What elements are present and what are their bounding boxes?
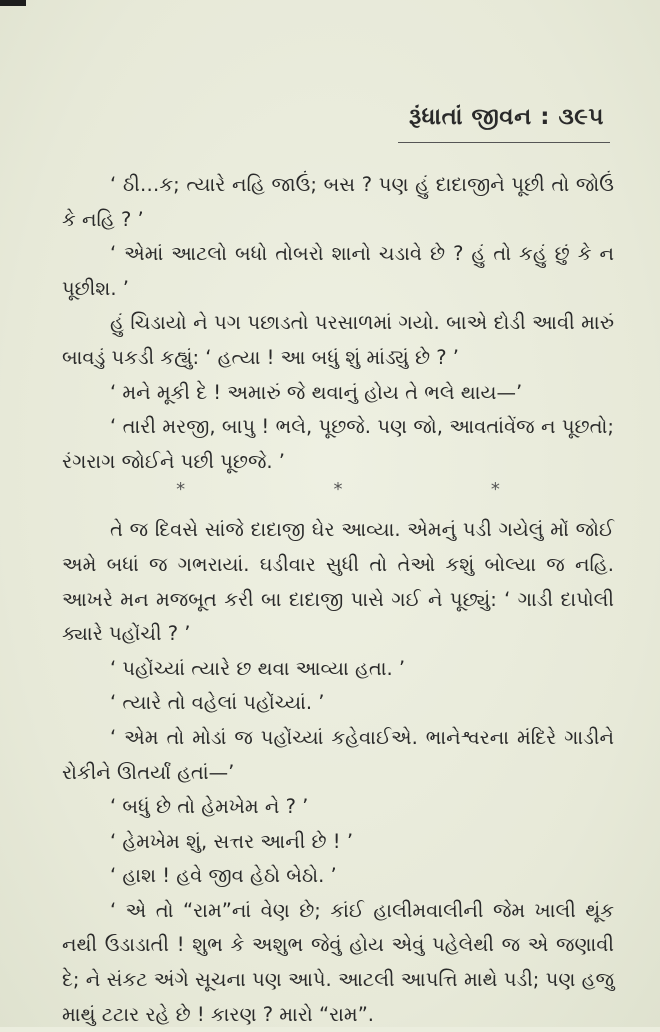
paragraph: ‘ હેમખેમ શું, સત્તર આની છે ! ’: [110, 829, 354, 853]
paragraph: ‘ પહોંચ્યાં ત્યારે છ થવા આવ્યા હતા. ’: [110, 656, 406, 680]
paragraph: ‘ મને મૂકી દે ! અમારું જે થવાનું હોય તે ભલે થાય—’: [110, 380, 523, 404]
paragraph: ‘ ત્યારે તો વહેલાં પહોંચ્યાં. ’: [110, 691, 325, 715]
section-separator: [62, 479, 614, 513]
paragraph: ‘ એ તો “રામ”નાં વેણ છે; કાંઈ હાલીમવાલીની જેમ ખાલી થૂંક નથી ઉડાડાતી ! શુભ કે અશુભ જેવું હોય એવું પહેલેથી જ એ જણાવી દે; ને સંકટ અંગે સૂચના પણ આપે. આટલી આપત્તિ માથે પડી; પણ હજુ માથું ટટાર રહે છે ! કારણ ? મારો “રામ”.: [62, 898, 614, 1026]
paragraph: હું ચિડાયો ને પગ પછાડતો પરસાળમાં ગયો. બાએ દોડી આવી મારું બાવડું પકડી કહ્યું: ‘ હત્યા ! આ બધું શું માંડ્યું છે ? ’: [62, 311, 614, 369]
paragraph: ‘ એમાં આટલો બધો તોબરો શાનો ચડાવે છે ? હું તો કહું છું કે ન પૂછીશ. ’: [62, 242, 614, 300]
separator-star: *: [490, 479, 500, 501]
separator-star: *: [333, 479, 343, 501]
separator-star: *: [176, 479, 186, 501]
paragraph: ‘ ઠી…ક; ત્યારે નહિ જાઉં; બસ ? પણ હું દાદાજીને પૂછી તો જોઉં કે નહિ ? ’: [62, 173, 614, 231]
paragraph: ‘ એમ તો મોડાં જ પહોંચ્યાં કહેવાઈએ. ભાનેશ્વરના મંદિરે ગાડીને રોકીને ઊતર્યાં હતાં—’: [62, 725, 614, 784]
scan-corner-mark: [0, 0, 26, 6]
body-text: [62, 168, 614, 1032]
running-head-rule: [398, 142, 610, 143]
paragraph: ‘ હાશ ! હવે જીવ હેઠો બેઠો. ’: [110, 864, 337, 888]
paragraph: તે જ દિવસે સાંજે દાદાજી ઘેર આવ્યા. એમનું પડી ગયેલું મોં જોઈ અમે બધાં જ ગભરાયાં. ઘડીવાર સુધી તો તેઓ કશું બોલ્યા જ નહિ. આખરે મન મજબૂત કરી બા દાદાજી પાસે ગઈ ને પૂછ્યું: ‘ ગાડી દાપોલી ક્યારે પહોંચી ? ’: [62, 518, 614, 646]
running-head: રૂંધાતાં જીવન : ૩૯૫: [408, 104, 604, 130]
paragraph: ‘ બધું છે તો હેમખેમ ને ? ’: [110, 795, 309, 819]
paragraph: ‘ તારી મરજી, બાપુ ! ભલે, પૂછજે. પણ જો, આવતાંવેંજ ન પૂછતો; રંગરાગ જોઈને પછી પૂછજે. ’: [62, 415, 614, 473]
